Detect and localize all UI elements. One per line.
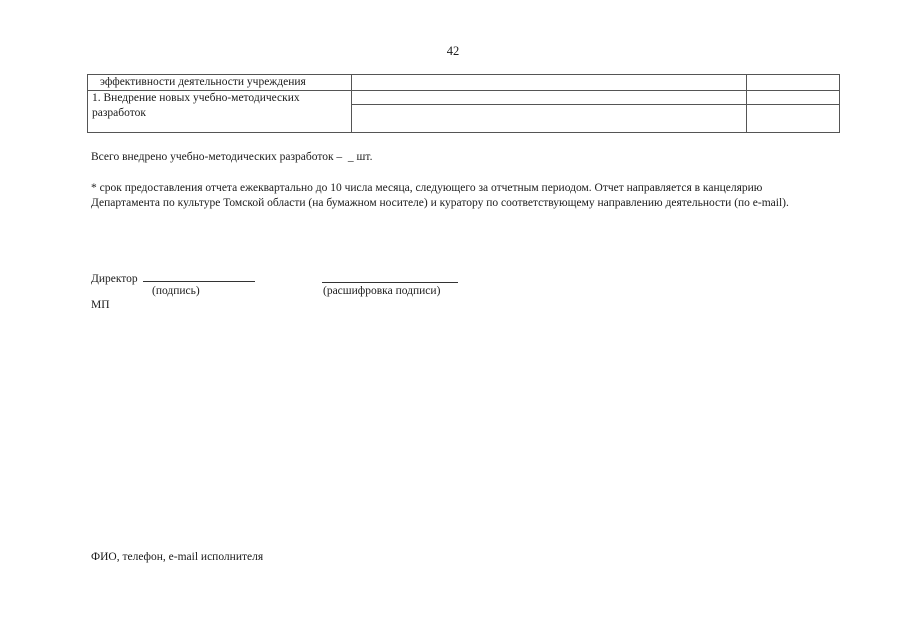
table-cell-empty — [747, 105, 840, 133]
stamp-label: МП — [91, 299, 110, 311]
table-cell-empty — [747, 91, 840, 105]
footnote-text: * срок предоставления отчета ежеквартально до 10 числа месяца, следующего за отчетным периодом. Отчет направляется в канцелярию Департамента по культуре Томской области (на бумажном носителе) и куратору по соответствующему направлению деятельности (по e-mail). — [91, 182, 789, 209]
table-cell-empty — [352, 91, 747, 105]
table-row — [88, 91, 840, 105]
signature-row — [91, 270, 255, 285]
signature-line — [143, 270, 255, 282]
table-cell-empty — [352, 75, 747, 91]
total-summary-line: Всего внедрено учебно-методических разработок – _ шт. — [91, 151, 373, 163]
page-number: 42 — [446, 44, 460, 58]
signature-caption: (подпись) — [152, 285, 200, 297]
table-cell-empty — [352, 105, 747, 133]
table-cell-empty — [747, 75, 840, 91]
table-cell-label: эффективности деятельности учреждения — [88, 75, 352, 91]
executor-label: ФИО, телефон, e-mail исполнителя — [91, 551, 264, 563]
report-table — [87, 74, 840, 133]
signature-decode-line — [322, 271, 458, 283]
table-row — [88, 75, 840, 91]
signature-decode-caption: (расшифровка подписи) — [323, 285, 441, 297]
director-label: Директор — [91, 273, 138, 285]
table-cell-label: 1. Внедрение новых учебно-методических разработок — [88, 91, 352, 133]
